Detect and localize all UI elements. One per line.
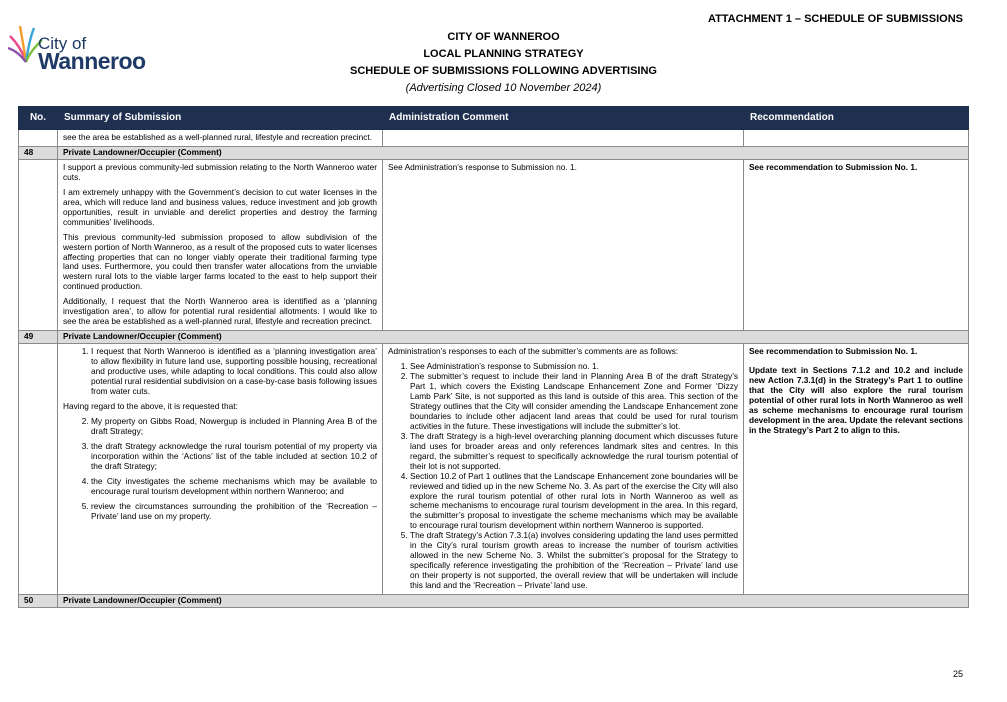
submissions-table	[18, 106, 969, 608]
recommendation-text: See recommendation to Submission No. 1.	[749, 161, 918, 172]
column-header-no: No.	[19, 107, 58, 130]
list-item: 2. My property on Gibbs Road, Nowergup is included in Planning Area B of the draft Strategy;	[91, 417, 377, 437]
list-item: 1. I request that North Wanneroo is identified as a ‘planning investigation area’ to allow flexibility in future land use, supporting possible housing, recreational and productive uses, while adapting to local conditions. This could also allow potential rural residential subdivision on a case-by-case basis following issues from water cuts.	[91, 347, 377, 397]
recommendation-cell	[744, 159, 969, 330]
list-item: 3. The draft Strategy is a high-level overarching planning document which discusses future land uses for broader areas and only references landmark sites and centres. In this regard, the submitter’s request to specifically acknowledge the rural tourism potential of their lot is not supported.	[410, 432, 738, 472]
summary-paragraph: This previous community-led submission proposed to allow subdivision of the western portion of North Wanneroo, as a result of the proposed cuts to water licenses affecting properties that can no longer viably operate their traditional farming type land uses. Furthermore, you could then transfer water allocations from the unviable western rural lots to the viable larger farms located to the east to help support their continued production.	[63, 231, 377, 292]
submission-header-row	[19, 146, 969, 159]
submission-title: Private Landowner/Occupier (Comment)	[58, 331, 969, 344]
header-schedule: SCHEDULE OF SUBMISSIONS FOLLOWING ADVERTISING	[350, 65, 657, 77]
attachment-title: ATTACHMENT 1 – SCHEDULE OF SUBMISSIONS	[707, 13, 963, 25]
table-row	[19, 130, 969, 147]
table-header-row	[19, 107, 969, 130]
list-item: 5. The draft Strategy’s Action 7.3.1(a) involves considering updating the land uses permitted in the City’s rural tourism growth areas to increase the number of tourism activities allowed in the new Scheme No. 3. Whilst the submitter’s proposal for the Strategy to specifically reference investigating the prohibition of the ‘Recreation – Private’ land use on their property is not supported, the overall review that will be undertaken will include this land and the ‘Recreation – Private’ land use.	[410, 531, 738, 591]
list-item: 4. the City investigates the scheme mechanisms which may be available to encourage rural tourism development within northern Wanneroo; and	[91, 477, 377, 497]
summary-paragraph: Having regard to the above, it is requested that:	[63, 400, 238, 411]
page-number: 25	[952, 669, 963, 679]
list-item: 1. See Administration’s response to Submission no. 1.	[410, 362, 738, 372]
submission-number: 49	[19, 331, 58, 344]
table-row	[19, 344, 969, 595]
summary-list	[63, 347, 377, 397]
submission-header-row	[19, 331, 969, 344]
summary-cell	[58, 344, 383, 595]
admin-cell	[383, 344, 744, 595]
logo-text-city-of: City of	[38, 34, 87, 53]
recommendation-cell	[744, 344, 969, 595]
summary-paragraph: I support a previous community-led submission relating to the North Wanneroo water cuts.	[63, 161, 377, 182]
list-item: 5. review the circumstances surrounding the prohibition of the ‘Recreation – Private’ land use on my property.	[91, 502, 377, 522]
recommendation-text: Update text in Sections 7.1.2 and 10.2 and include new Action 7.3.1(d) in the Strategy’s Part 1 to outline that the City will also explore the rural tourism potential of other rural lots in North Wanneroo as well as scheme mechanisms to encourage rural tourism development in the area. Update the relevant sections in the Strategy’s Part 2 to align to this.	[749, 365, 963, 435]
admin-cell	[383, 159, 744, 330]
summary-text: see the area be established as a well-planned rural, lifestyle and recreation precinct.	[63, 132, 373, 142]
header-city: CITY OF WANNEROO	[447, 31, 560, 43]
list-item: 4. Section 10.2 of Part 1 outlines that the Landscape Enhancement zone boundaries will be reviewed and tidied up in the new Scheme No. 3. As part of the exercise the City will also explore the rural tourism potential of other rural lots in North Wanneroo as well as scheme mechanisms to encourage rural tourism development in the area. In this regard, the submitter’s proposal to investigate the scheme mechanisms which may be available to encourage rural tourism development within northern Wanneroo is supported.	[410, 472, 738, 532]
admin-list	[388, 362, 738, 591]
header-strategy: LOCAL PLANNING STRATEGY	[423, 48, 584, 60]
list-item: 2. The submitter’s request to include their land in Planning Area B of the draft Strategy’s Part 1, which covers the Existing Landscape Enhancement Zone and Former ‘Dizzy Lamb Park’ Site, is not supported as this land is outside of this area. This section of the Strategy outlines that the City will consider amending the Landscape Enhancement zone boundaries to include other adjacent land areas that could be used for rural tourism activities in the future. These investigations will include the submitter’s lot.	[410, 372, 738, 432]
summary-list	[63, 417, 377, 522]
summary-cell	[58, 159, 383, 330]
summary-paragraph: I am extremely unhappy with the Government’s decision to cut water licenses in the area, which will reduce land and business values, reduce investment and job growth opportunities, result in unviable and derelict properties and destroy the farming communities’ livelihoods.	[63, 186, 377, 227]
submission-title: Private Landowner/Occupier (Comment)	[58, 146, 969, 159]
summary-paragraph: Additionally, I request that the North Wanneroo area is identified as a ‘planning investigation area’, to allow for potential rural residential allotments. I would like to see the area be established as a well-planned rural, lifestyle and recreation precinct.	[63, 296, 377, 327]
summary-cell	[58, 130, 383, 147]
submission-number: 50	[19, 595, 58, 608]
submission-title: Private Landowner/Occupier (Comment)	[58, 595, 969, 608]
table-row	[19, 159, 969, 330]
header-advertising-closed: (Advertising Closed 10 November 2024)	[405, 82, 602, 94]
admin-text: See Administration’s response to Submission no. 1.	[388, 161, 577, 172]
recommendation-text: See recommendation to Submission No. 1.	[749, 346, 918, 357]
column-header-admin: Administration Comment	[383, 107, 744, 130]
submission-header-row	[19, 595, 969, 608]
logo-text-wanneroo: Wanneroo	[38, 48, 146, 74]
column-header-recommendation: Recommendation	[744, 107, 969, 130]
list-item: 3. the draft Strategy acknowledge the rural tourism potential of my property via incorporation within the ‘Actions’ list of the table included at section 10.2 of the draft Strategy;	[91, 442, 377, 472]
submission-number: 48	[19, 146, 58, 159]
admin-intro: Administration’s responses to each of the submitter’s comments are as follows:	[388, 346, 679, 357]
column-header-summary: Summary of Submission	[58, 107, 383, 130]
